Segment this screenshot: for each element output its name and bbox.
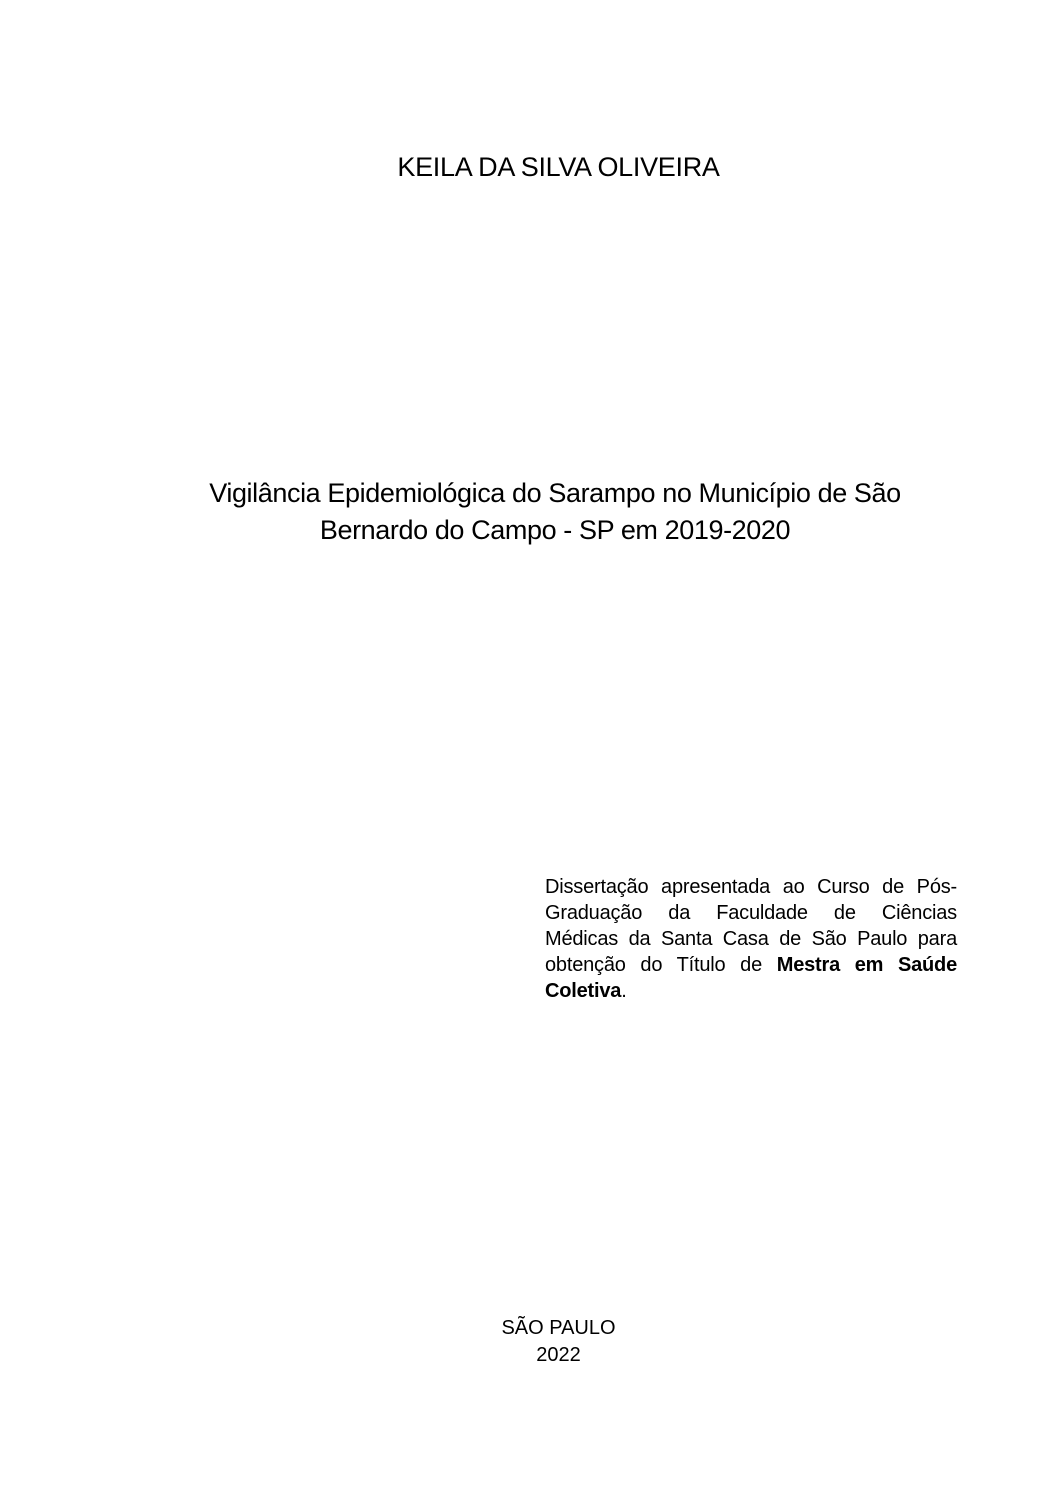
author-name: KEILA DA SILVA OLIVEIRA [397, 152, 720, 182]
city-name: SÃO PAULO [501, 1317, 616, 1339]
thesis-title-line-1: Vigilância Epidemiológica do Sarampo no Município de São [209, 478, 901, 508]
note-line-3: Médicas da Santa Casa de São Paulo para [545, 928, 957, 950]
note-end-punct: . [621, 980, 627, 1002]
year: 2022 [536, 1344, 581, 1366]
degree-name-part-2: Coletiva [545, 980, 622, 1002]
note-line-5 [545, 978, 957, 1004]
dissertation-note [545, 874, 957, 1004]
thesis-title [140, 475, 970, 549]
note-line-2: Graduação da Faculdade de Ciências [545, 902, 957, 924]
note-line-4 [545, 952, 957, 978]
footer-block [0, 1315, 1059, 1369]
note-line-4-prefix: obtenção do Título de [545, 954, 777, 976]
degree-name-part-1: Mestra em Saúde [776, 954, 957, 976]
note-line-1: Dissertação apresentada ao Curso de Pós- [545, 876, 957, 898]
thesis-title-line-2: Bernardo do Campo - SP em 2019-2020 [319, 515, 791, 545]
